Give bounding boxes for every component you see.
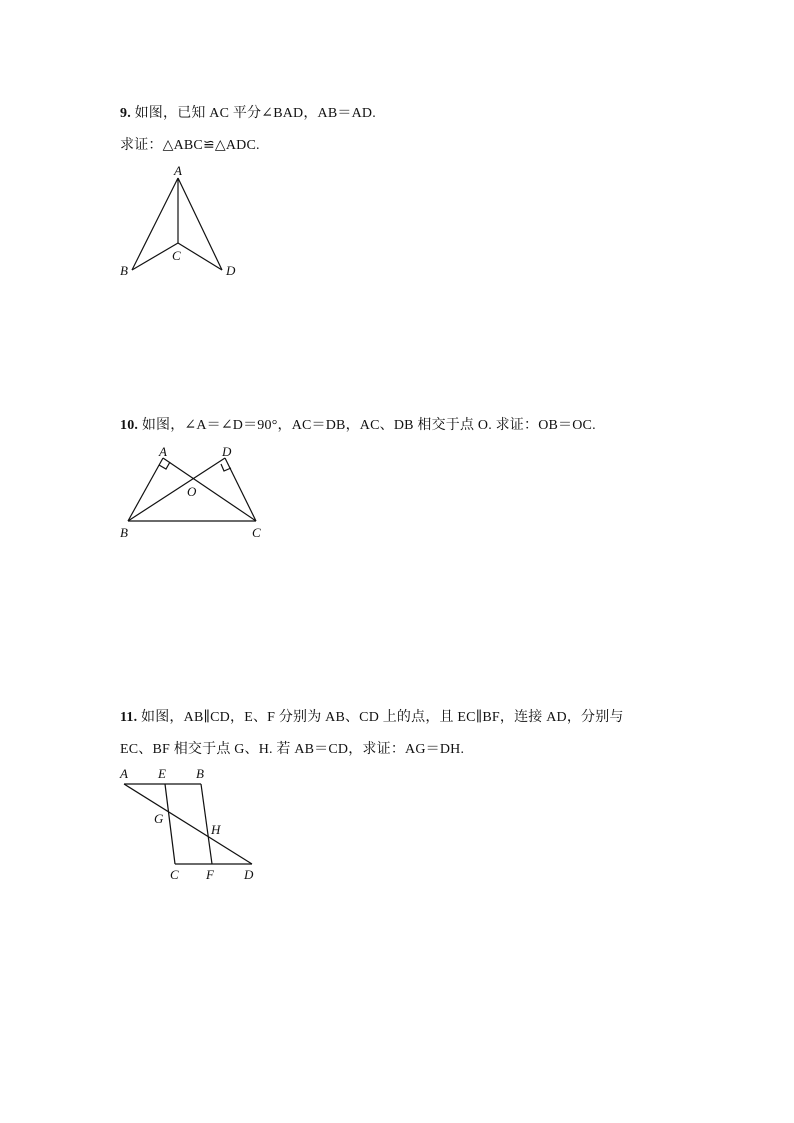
q9-prove-line: 求证：△ABC≌△ADC.: [120, 138, 260, 153]
q9-text: 如图，已知 AC 平分∠BAD，AB＝AD.: [134, 106, 376, 121]
q11-label-c: C: [170, 867, 179, 882]
q11-figure: [110, 762, 270, 887]
q11-segment-ad: [124, 784, 252, 864]
q9-figure: [110, 160, 250, 285]
q11-segment-ec: [165, 784, 175, 864]
q10-label-c: C: [252, 525, 261, 540]
q10-label-o: O: [187, 484, 197, 499]
q11-label-f: F: [206, 867, 214, 882]
q9-label-d: D: [226, 263, 236, 278]
q11-label-a: A: [120, 766, 128, 781]
q11-statement: [120, 706, 624, 726]
q10-segment-dc: [225, 458, 256, 521]
q10-label-a: A: [159, 444, 167, 459]
q10-text: 如图，∠A＝∠D＝90°，AC＝DB，AC、DB 相交于点 O. 求证：OB＝OC.: [141, 418, 596, 433]
q9-label-b: B: [120, 263, 128, 278]
q10-statement: [120, 414, 596, 434]
q11-statement-line2: EC、BF 相交于点 G、H. 若 AB＝CD，求证：AG＝DH.: [120, 742, 465, 757]
q11-text: 如图，AB∥CD，E、F 分别为 AB、CD 上的点，且 EC∥BF，连接 AD，分别与: [141, 710, 624, 725]
q9-label-c: C: [172, 248, 181, 263]
q10-figure: [110, 440, 285, 545]
q10-label-b: B: [120, 525, 128, 540]
q9-number: 9.: [120, 106, 131, 121]
q10-segment-ba: [128, 458, 163, 521]
q9-label-a: A: [174, 163, 182, 178]
q11-label-b: B: [196, 766, 204, 781]
q11-label-d: D: [244, 867, 254, 882]
q9-statement: [120, 102, 376, 122]
q10-number: 10.: [120, 418, 139, 433]
q11-label-g: G: [154, 811, 164, 826]
q11-label-e: E: [158, 766, 166, 781]
q10-label-d: D: [222, 444, 232, 459]
q11-number: 11.: [120, 710, 138, 725]
q11-label-h: H: [211, 822, 221, 837]
